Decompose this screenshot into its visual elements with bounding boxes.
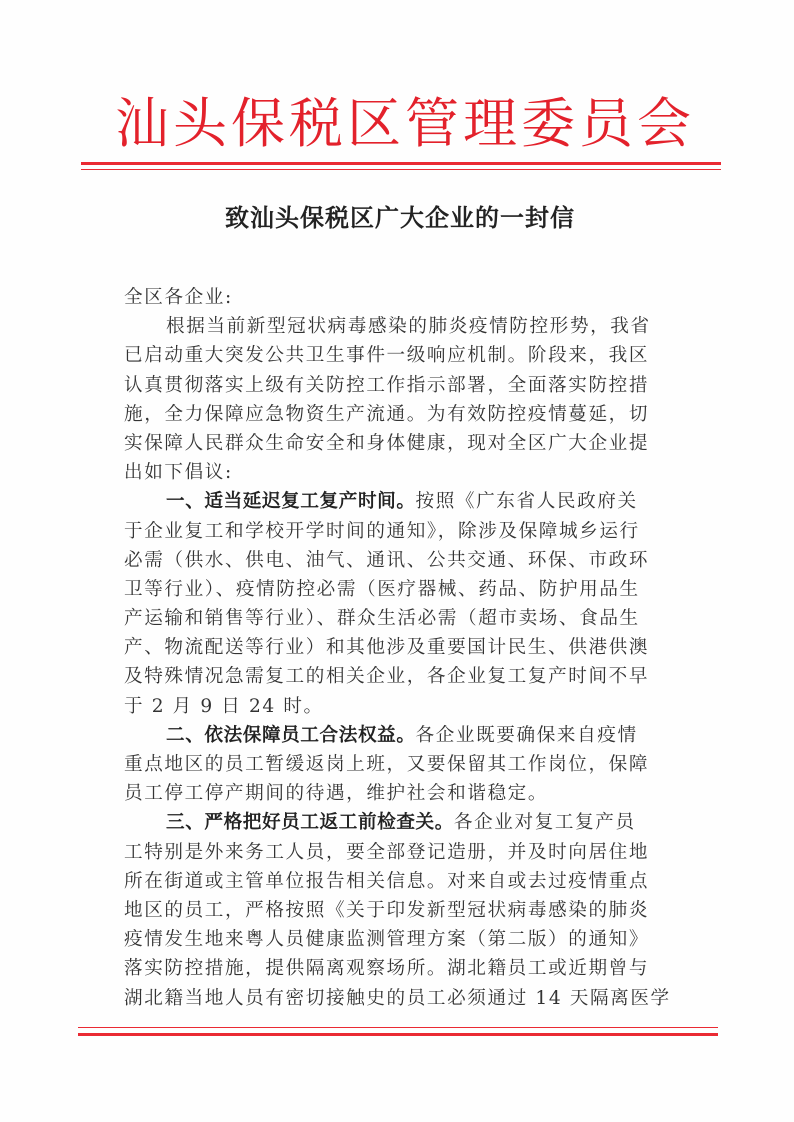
letterhead-title: 汕头保税区管理委员会 bbox=[115, 92, 695, 155]
section-1-line: 必需（供水、供电、油气、通讯、公共交通、环保、市政环 bbox=[124, 549, 650, 571]
section-2-first-line bbox=[124, 721, 704, 750]
section-2-line: 员工停工停产期间的待遇，维护社会和谐稳定。 bbox=[124, 783, 549, 805]
section-1-line: 于企业复工和学校开学时间的通知》，除涉及保障城乡运行 bbox=[124, 520, 640, 542]
section-2-line: 重点地区的员工暂缓返岗上班，又要保留其工作岗位，保障 bbox=[124, 754, 650, 775]
document-title: 致汕头保税区广大企业的一封信 bbox=[225, 203, 575, 232]
intro-line: 已启动重大突发公共卫生事件一级响应机制。阶段来，我区 bbox=[124, 345, 650, 367]
section-2-lead: 各企业既要确保来自疫情 bbox=[415, 724, 638, 746]
intro-line: 实保障人民群众生命安全和身体健康，现对全区广大企业提 bbox=[124, 432, 650, 454]
section-1-line: 产、物流配送等行业）和其他涉及重要国计民生、供港供澳 bbox=[124, 637, 650, 659]
section-1-line: 于 2 月 9 日 24 时。 bbox=[124, 695, 324, 717]
section-1-line: 卫等行业）、疫情防控必需（医疗器械、药品、防护用品生 bbox=[124, 578, 640, 600]
section-3-line: 地区的员工，严格按照《关于印发新型冠状病毒感染的肺炎 bbox=[124, 899, 650, 921]
section-1-line: 及特殊情况急需复工的相关企业，各企业复工复产时间不早 bbox=[124, 666, 650, 688]
section-1-first-line bbox=[124, 487, 704, 516]
section-3-line: 湖北籍当地人员有密切接触史的员工必须通过 14 天隔离医学 bbox=[124, 987, 671, 1009]
letter-body bbox=[124, 283, 704, 1013]
section-3-line: 落实防控措施，提供隔离观察场所。湖北籍员工或近期曾与 bbox=[124, 958, 650, 980]
header-rule-thick bbox=[81, 162, 721, 165]
section-3-first-line bbox=[124, 808, 704, 837]
salutation: 全区各企业: bbox=[124, 287, 233, 308]
section-1-heading: 一、适当延迟复工复产时间。 bbox=[166, 491, 416, 513]
section-3-lead: 各企业对复工复产员 bbox=[453, 812, 636, 834]
section-3-heading: 三、严格把好员工返工前检查关。 bbox=[166, 812, 454, 834]
intro-line: 认真贯彻落实上级有关防控工作指示部署，全面落实防控措 bbox=[124, 374, 650, 396]
section-1-line: 产运输和销售等行业）、群众生活必需（超市卖场、食品生 bbox=[124, 608, 640, 630]
section-3-line: 疫情发生地来粤人员健康监测管理方案（第二版）的通知》 bbox=[124, 929, 650, 951]
header-rule-thin bbox=[81, 169, 721, 170]
section-3-line: 所在街道或主管单位报告相关信息。对来自或去过疫情重点 bbox=[124, 870, 650, 892]
section-1-lead: 按照《广东省人民政府关 bbox=[415, 491, 638, 513]
intro-line: 根据当前新型冠状病毒感染的肺炎疫情防控形势，我省 bbox=[166, 316, 651, 338]
section-2-heading: 二、依法保障员工合法权益。 bbox=[166, 724, 416, 746]
footer-rule-thick bbox=[78, 1033, 718, 1036]
intro-line: 出如下倡议: bbox=[124, 462, 233, 484]
footer-rule-thin bbox=[78, 1027, 718, 1028]
intro-line: 施，全力保障应急物资生产流通。为有效防控疫情蔓延，切 bbox=[124, 403, 650, 425]
section-3-line: 工特别是外来务工人员，要全部登记造册，并及时向居住地 bbox=[124, 841, 650, 863]
